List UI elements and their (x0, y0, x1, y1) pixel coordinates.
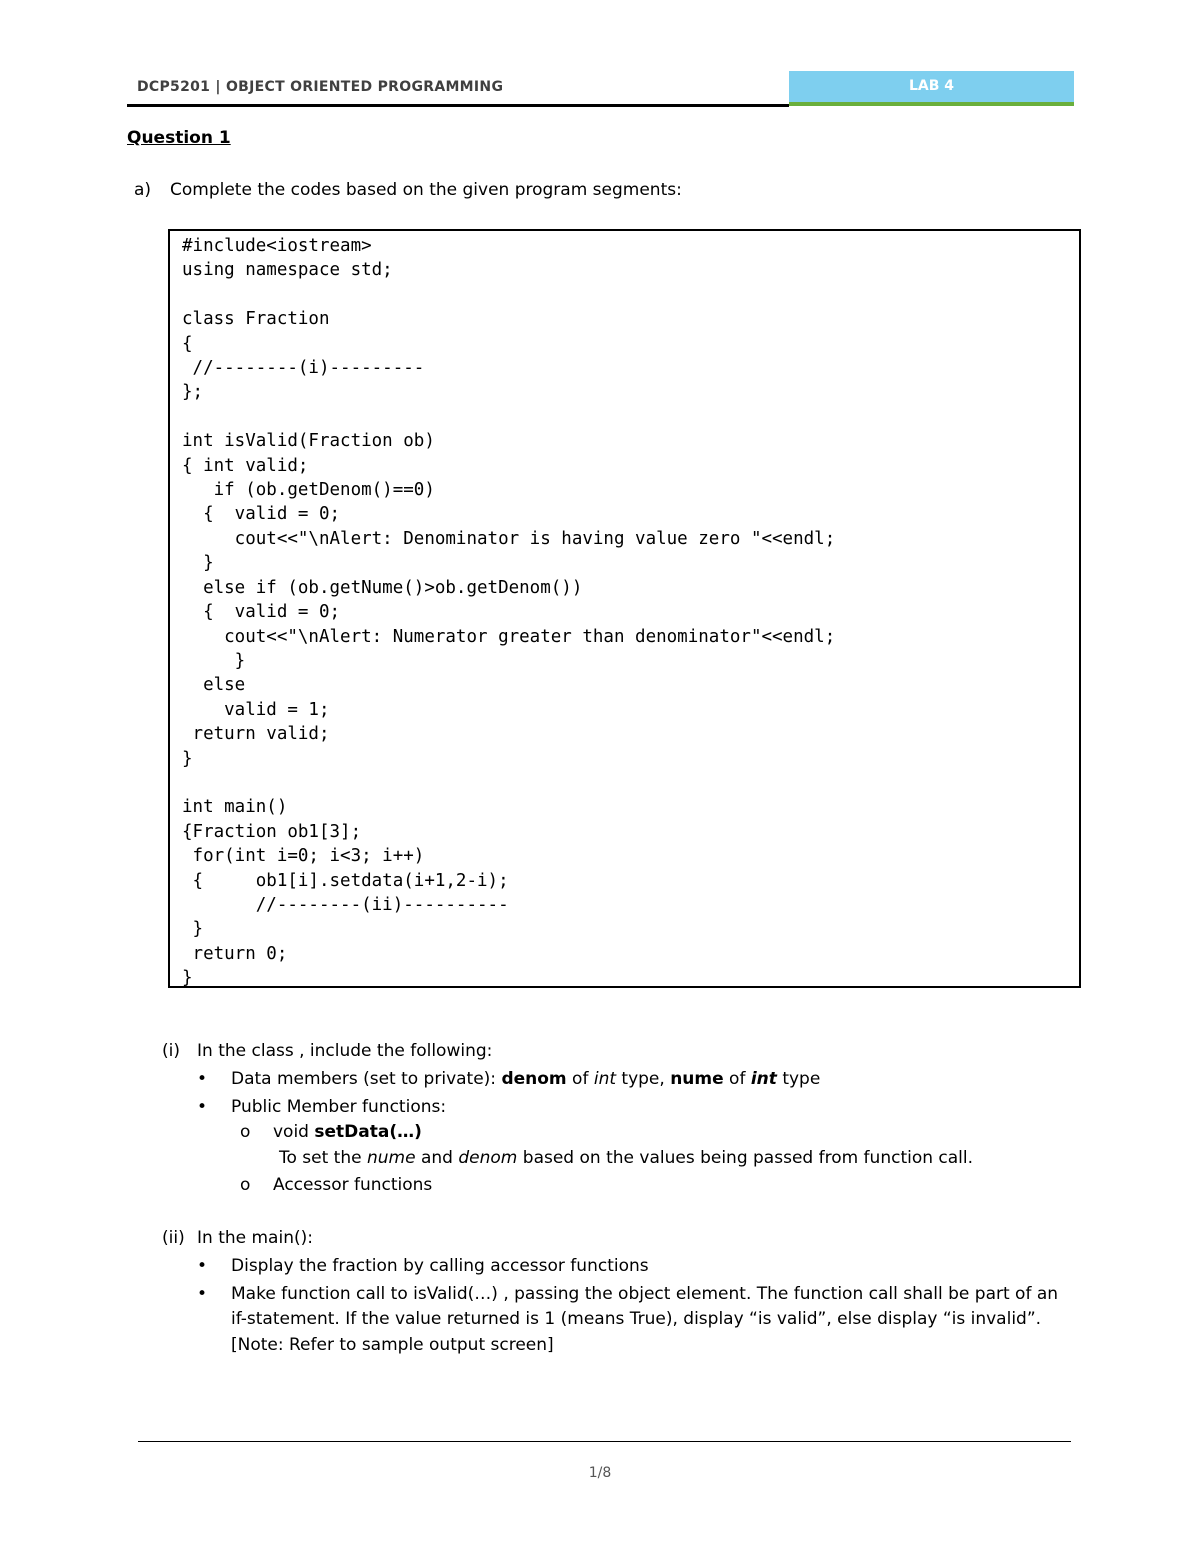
part-i-sub-setdata: o void setData(…) (240, 1122, 422, 1142)
part-i-bullet-public-functions: • Public Member functions: (197, 1094, 446, 1120)
part-ii-isvalid-line2: if-statement. If the value returned is 1 (means True), display “is valid”, else display “is invalid”. (231, 1309, 1042, 1329)
question-title: Question 1 (127, 128, 231, 148)
part-ii-bullet-isvalid: • Make function call to isValid(…) , passing the object element. The function call shall be part of an (197, 1281, 1058, 1307)
page-number: 1/8 (588, 1465, 612, 1481)
part-i-heading (162, 1041, 492, 1061)
part-i-setdata-description: To set the nume and denom based on the values being passed from function call. (279, 1148, 974, 1168)
header-lab-badge (789, 71, 1074, 106)
part-i-bullet-data-members: • Data members (set to private): denom of int type, nume of int type (197, 1066, 820, 1092)
header-course-bar (127, 74, 789, 107)
bullet-dot: • (197, 1069, 208, 1089)
part-i-sub-accessors: o Accessor functions (240, 1175, 433, 1195)
part-a-instruction (134, 180, 682, 200)
part-ii-heading (162, 1228, 313, 1248)
sub-bullet-marker: o (240, 1122, 251, 1142)
part-ii-label: (ii) (162, 1228, 185, 1248)
part-ii-isvalid-note: [Note: Refer to sample output screen] (231, 1335, 554, 1355)
part-i-label: (i) (162, 1041, 180, 1061)
part-a-label: a) (134, 180, 152, 200)
course-title: DCP5201 | OBJECT ORIENTED PROGRAMMING (137, 79, 504, 95)
bullet-dot: • (197, 1256, 208, 1276)
part-ii-bullet-display: • Display the fraction by calling accessor functions (197, 1253, 649, 1279)
footer-divider (138, 1441, 1071, 1442)
part-a-text: Complete the codes based on the given program segments: (170, 180, 682, 200)
bullet-dot: • (197, 1097, 208, 1117)
code-listing: #include<iostream> using namespace std; class Fraction { //--------(i)--------- }; int isValid(Fraction ob) { int valid; if (ob.getDenom()==0) { valid = 0; cout<<"\nAlert: Denominator is having value zero "<<endl; } else if (ob.getNume()>ob.getDenom()) { valid = 0; cout<<"\nAlert: Numerator greater than denominator"<<endl; } else valid = 1; return valid; } int main() {Fraction ob1[3]; for(int i=0; i<3; i++) { ob1[i].setdata(i+1,2-i); //--------(ii)---------- } return 0; } (182, 236, 836, 989)
lab-label: LAB 4 (908, 78, 955, 94)
code-box (168, 229, 1081, 988)
sub-bullet-marker: o (240, 1175, 251, 1195)
part-i-text: In the class , include the following: (197, 1041, 493, 1061)
part-ii-text: In the main(): (197, 1228, 313, 1248)
bullet-dot: • (197, 1284, 208, 1304)
